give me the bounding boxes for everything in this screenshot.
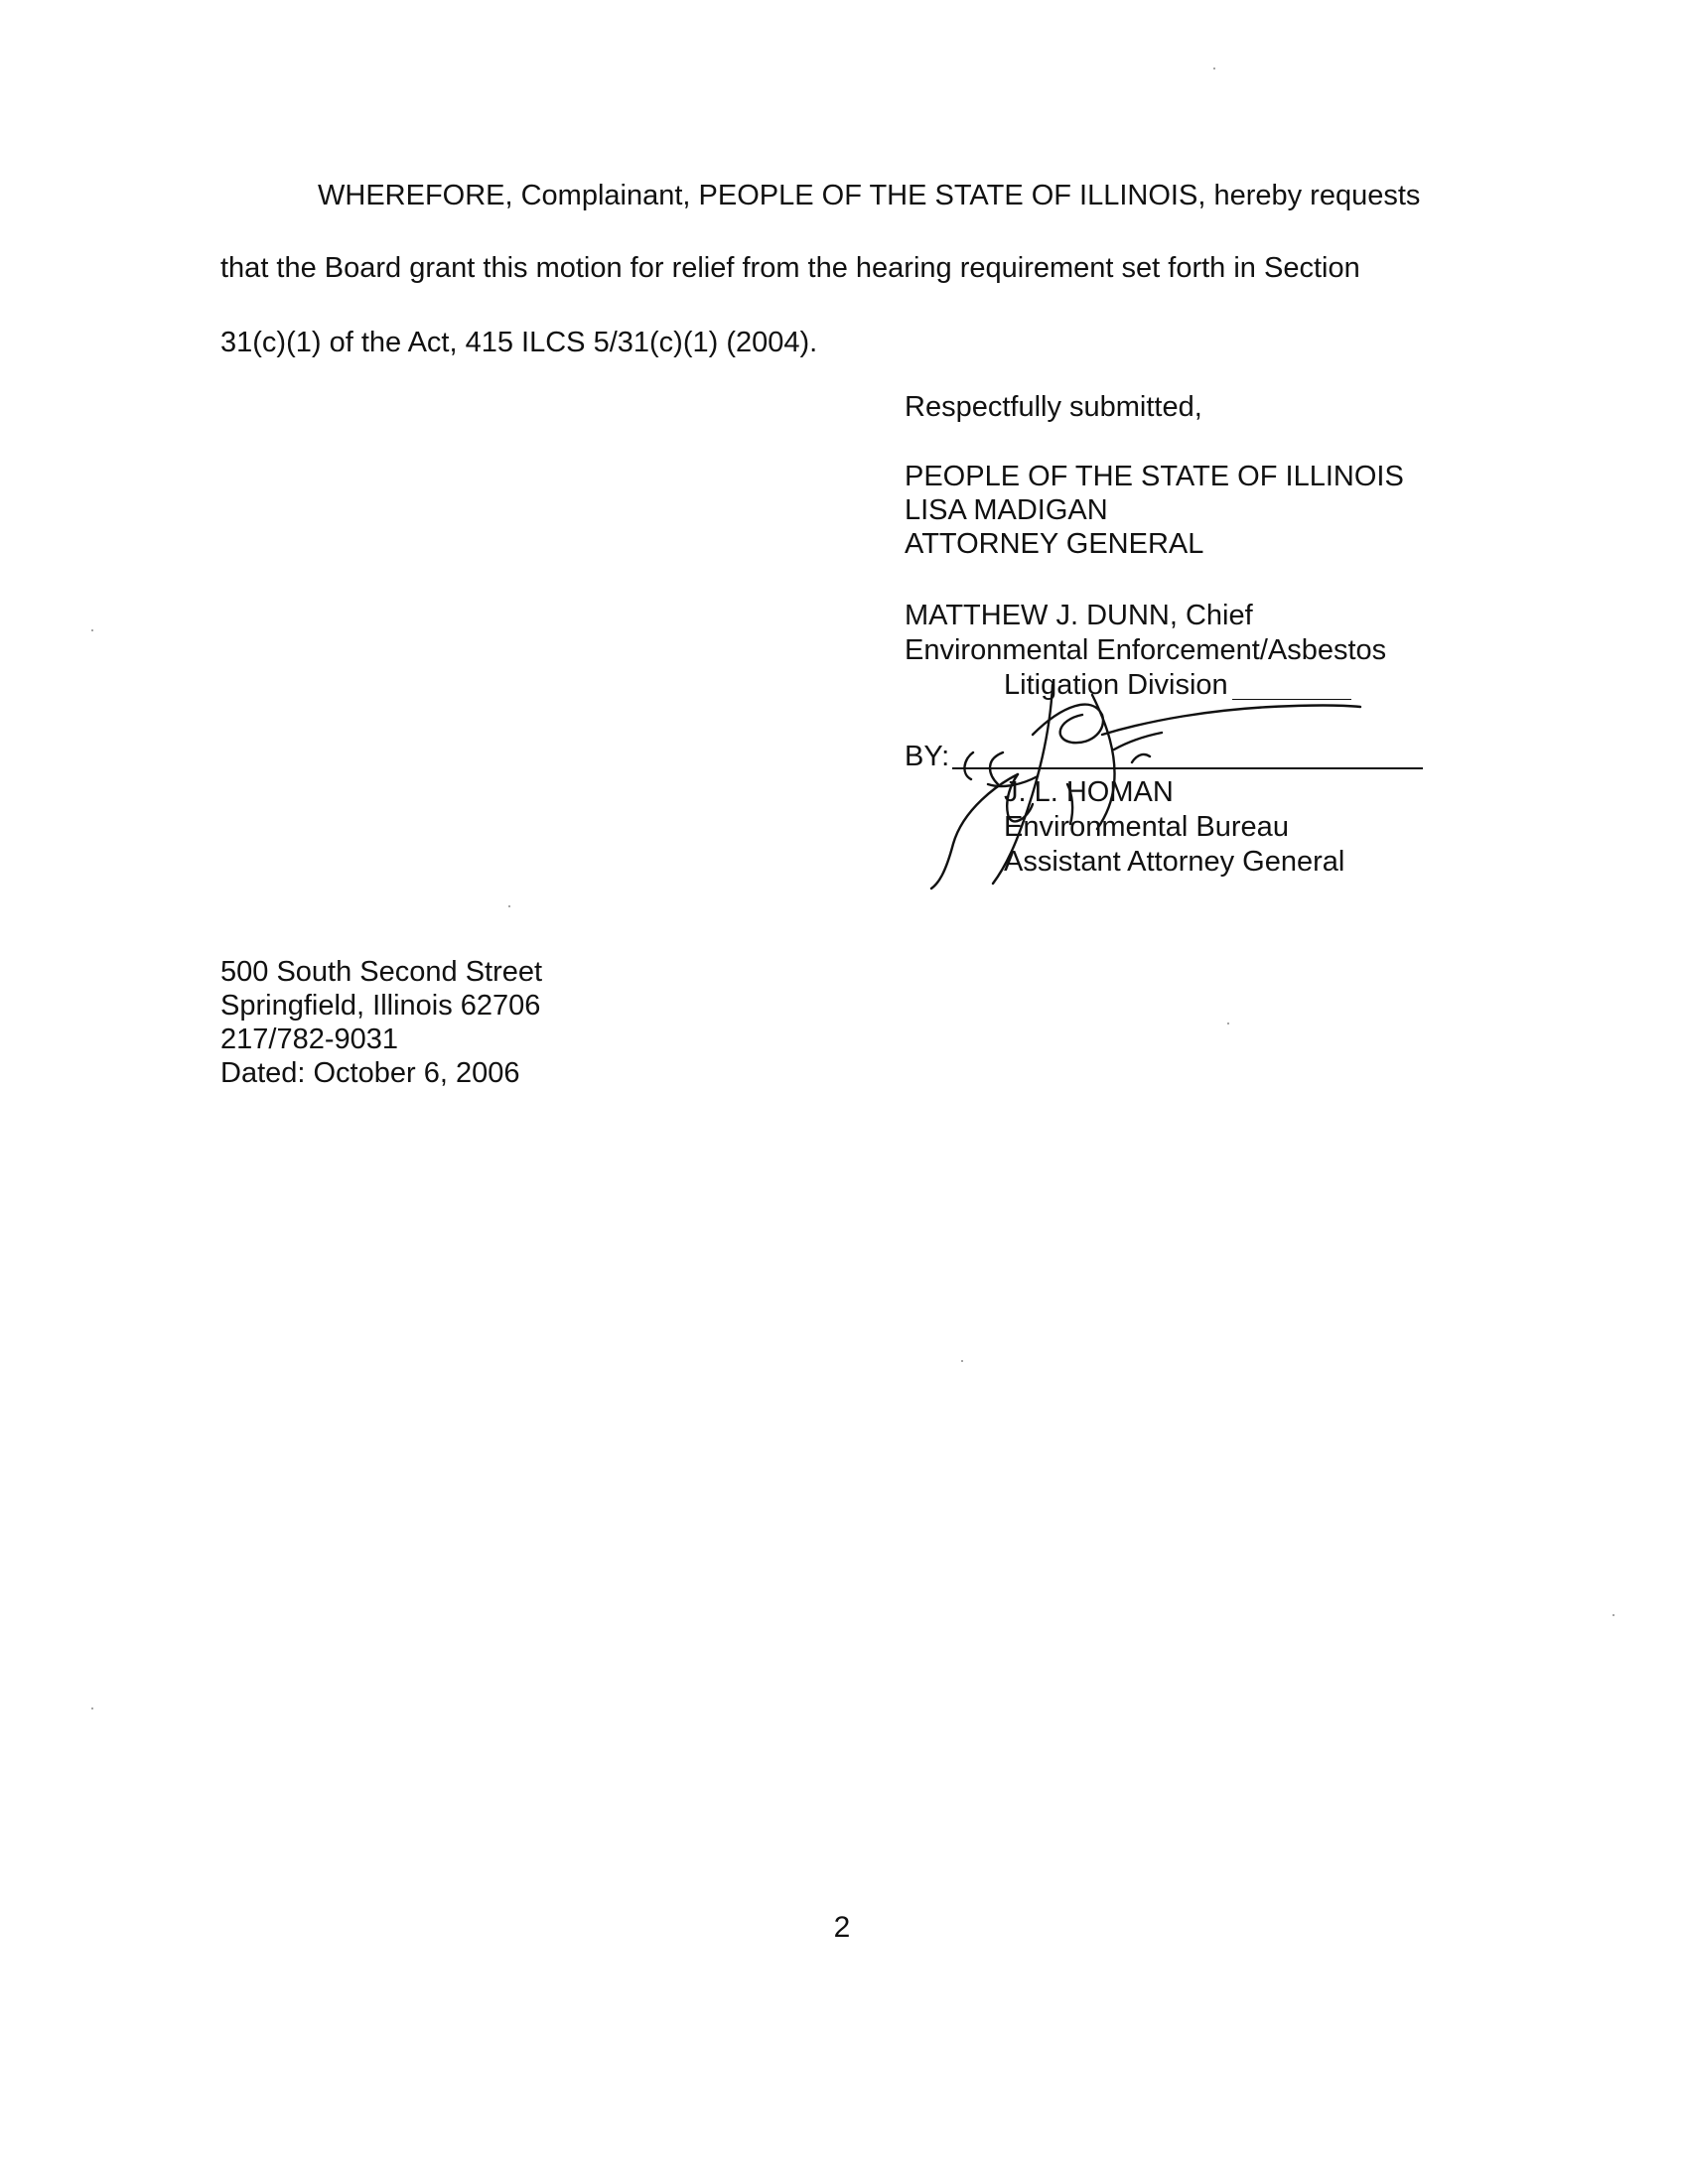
paragraph-line: WHEREFORE, Complainant, PEOPLE OF THE STATE OF ILLINOIS, hereby requests — [318, 180, 1421, 211]
chief-line: MATTHEW J. DUNN, Chief — [905, 600, 1253, 631]
scan-speck — [91, 1707, 93, 1709]
address-line: Springfield, Illinois 62706 — [220, 990, 541, 1022]
chief-line: Environmental Enforcement/Asbestos — [905, 634, 1387, 666]
party-line: PEOPLE OF THE STATE OF ILLINOIS — [905, 461, 1404, 492]
page-number: 2 — [833, 1911, 851, 1944]
paragraph-line: that the Board grant this motion for relief from the hearing requirement set forth in Section — [220, 252, 1360, 284]
signer-title: Environmental Bureau — [1004, 811, 1289, 843]
party-line: LISA MADIGAN — [905, 494, 1108, 526]
scan-speck — [1227, 1023, 1229, 1024]
scan-speck — [91, 629, 93, 631]
chief-line: Litigation Division — [1004, 669, 1228, 701]
phone-line: 217/782-9031 — [220, 1024, 398, 1055]
closing-text: Respectfully submitted, — [905, 391, 1202, 423]
litigation-rule — [1232, 699, 1351, 700]
paragraph-line: 31(c)(1) of the Act, 415 ILCS 5/31(c)(1) (2004). — [220, 327, 818, 358]
date-line: Dated: October 6, 2006 — [220, 1057, 520, 1089]
signer-title: Assistant Attorney General — [1004, 846, 1345, 878]
scan-speck — [961, 1360, 963, 1362]
party-line: ATTORNEY GENERAL — [905, 528, 1204, 560]
by-label: BY: — [905, 741, 950, 772]
scan-speck — [508, 905, 510, 907]
scan-speck — [1613, 1614, 1614, 1616]
signer-name: J. L. HOMAN — [1004, 776, 1174, 808]
address-line: 500 South Second Street — [220, 956, 543, 988]
signature-line — [952, 767, 1423, 769]
scan-speck — [1213, 68, 1215, 69]
